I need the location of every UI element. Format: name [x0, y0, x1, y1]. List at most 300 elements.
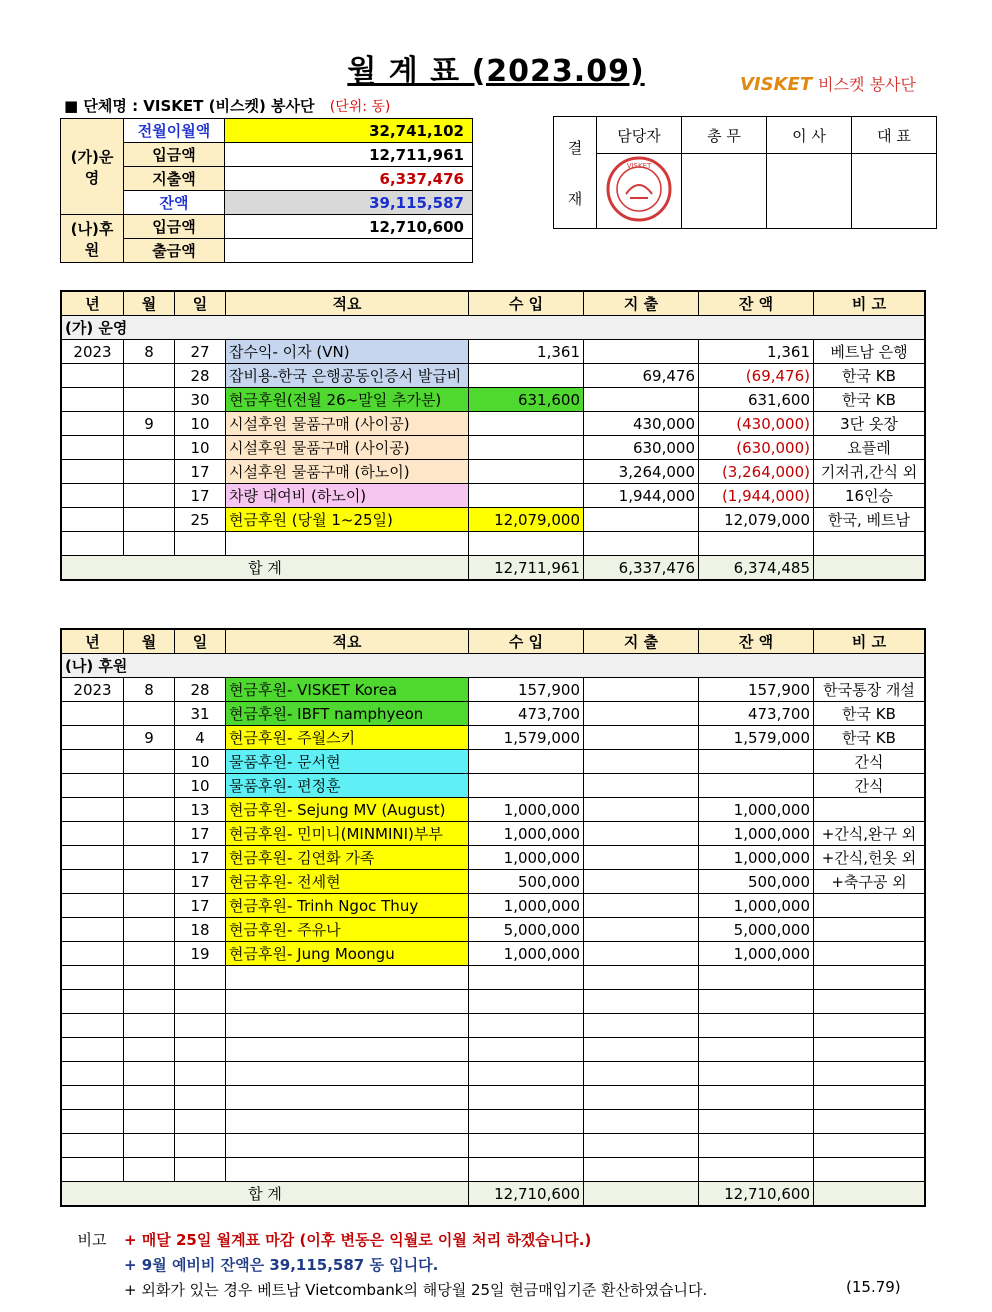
- total-label: 합 계: [61, 556, 469, 581]
- cell-day: 31: [175, 702, 226, 726]
- cell-income: 500,000: [469, 870, 584, 894]
- total-balance: 12,710,600: [699, 1182, 814, 1207]
- cell-year: [61, 798, 124, 822]
- ledger-header-cell: 비 고: [814, 629, 926, 654]
- total-income: 12,710,600: [469, 1182, 584, 1207]
- logo-text: 비스켓 봉사단: [818, 75, 916, 94]
- cell-expense: [584, 1038, 699, 1062]
- cell-month: [124, 1158, 175, 1182]
- cell-income: 1,000,000: [469, 942, 584, 966]
- cell-month: [124, 846, 175, 870]
- cell-description: 물품후원- 문서현: [226, 750, 469, 774]
- cell-year: [61, 774, 124, 798]
- cell-month: 9: [124, 726, 175, 750]
- ledger-header-cell: 일: [175, 291, 226, 316]
- cell-income: [469, 1086, 584, 1110]
- cell-balance: 1,361: [699, 340, 814, 364]
- cell-balance: 157,900: [699, 678, 814, 702]
- cell-expense: [584, 822, 699, 846]
- cell-balance: 1,000,000: [699, 942, 814, 966]
- ledger-row: [61, 846, 925, 870]
- cell-day: 10: [175, 412, 226, 436]
- cell-income: [469, 1038, 584, 1062]
- cell-income: 1,000,000: [469, 846, 584, 870]
- cell-expense: [584, 894, 699, 918]
- ledger-section-row: [61, 654, 925, 678]
- summary-value: 32,741,102: [225, 119, 473, 143]
- ledger-header-row: [61, 629, 925, 654]
- cell-note: [814, 1110, 926, 1134]
- cell-balance: (1,944,000): [699, 484, 814, 508]
- cell-expense: [584, 750, 699, 774]
- cell-income: [469, 436, 584, 460]
- summary-label: 지출액: [124, 167, 225, 191]
- cell-income: 473,700: [469, 702, 584, 726]
- cell-month: [124, 1038, 175, 1062]
- ledger-header-cell: 수 입: [469, 629, 584, 654]
- cell-year: [61, 508, 124, 532]
- cell-year: [61, 364, 124, 388]
- cell-year: 2023: [61, 340, 124, 364]
- cell-day: [175, 1062, 226, 1086]
- cell-note: [814, 1014, 926, 1038]
- cell-day: [175, 1086, 226, 1110]
- ledger-row: [61, 990, 925, 1014]
- summary-label: 출금액: [124, 239, 225, 263]
- cell-note: +간식,완구 외: [814, 822, 926, 846]
- cell-description: 현금후원- Jung Moongu: [226, 942, 469, 966]
- note-line-1: + 매달 25일 월계표 마감 (이후 변동은 익월로 이월 처리 하겠습니다.): [124, 1231, 592, 1249]
- summary-row: [61, 215, 473, 239]
- approval-side-bottom: 재: [567, 189, 583, 208]
- cell-month: [124, 532, 175, 556]
- cell-balance: [699, 750, 814, 774]
- ledger-row: [61, 1038, 925, 1062]
- summary-value: 6,337,476: [225, 167, 473, 191]
- cell-year: [61, 750, 124, 774]
- ledger-row: [61, 484, 925, 508]
- cell-note: +축구공 외: [814, 870, 926, 894]
- cell-day: 28: [175, 678, 226, 702]
- ledger-row: [61, 822, 925, 846]
- cell-month: [124, 1134, 175, 1158]
- cell-day: 27: [175, 340, 226, 364]
- cell-income: [469, 774, 584, 798]
- cell-income: 5,000,000: [469, 918, 584, 942]
- cell-year: [61, 846, 124, 870]
- page-title: 월 계 표 (2023.09): [347, 54, 645, 89]
- cell-note: 한국, 베트남: [814, 508, 926, 532]
- ledger-row: [61, 750, 925, 774]
- cell-expense: [584, 1158, 699, 1182]
- approval-header-0: 담당자: [597, 117, 682, 154]
- cell-year: [61, 822, 124, 846]
- cell-day: 17: [175, 460, 226, 484]
- cell-description: [226, 532, 469, 556]
- approval-header-1: 총 무: [682, 117, 767, 154]
- cell-note: [814, 1062, 926, 1086]
- cell-month: [124, 822, 175, 846]
- cell-year: 2023: [61, 678, 124, 702]
- cell-balance: [699, 1158, 814, 1182]
- total-note: [814, 1182, 926, 1207]
- cell-balance: [699, 1086, 814, 1110]
- cell-income: 1,361: [469, 340, 584, 364]
- cell-expense: [584, 966, 699, 990]
- ledger-header-cell: 월: [124, 291, 175, 316]
- cell-note: [814, 966, 926, 990]
- cell-expense: 69,476: [584, 364, 699, 388]
- cell-month: [124, 894, 175, 918]
- org-line: [64, 95, 390, 116]
- cell-year: [61, 702, 124, 726]
- cell-note: [814, 918, 926, 942]
- ledger-row: [61, 894, 925, 918]
- cell-balance: [699, 966, 814, 990]
- logo-mark: VISKET: [740, 74, 813, 95]
- ledger-operations: [60, 290, 926, 581]
- cell-note: 한국 KB: [814, 388, 926, 412]
- unit-label: (단위: 동): [329, 99, 391, 115]
- cell-expense: 3,264,000: [584, 460, 699, 484]
- cell-note: [814, 1086, 926, 1110]
- notes: [60, 1228, 707, 1303]
- cell-expense: [584, 1110, 699, 1134]
- cell-description: [226, 1038, 469, 1062]
- cell-day: [175, 1134, 226, 1158]
- cell-day: 4: [175, 726, 226, 750]
- ledger-row: [61, 1086, 925, 1110]
- ledger-row: [61, 1062, 925, 1086]
- cell-description: 현금후원- 민미니(MINMINI)부부: [226, 822, 469, 846]
- cell-expense: [584, 678, 699, 702]
- cell-note: [814, 894, 926, 918]
- total-balance: 6,374,485: [699, 556, 814, 581]
- cell-balance: 500,000: [699, 870, 814, 894]
- cell-year: [61, 1158, 124, 1182]
- cell-year: [61, 1014, 124, 1038]
- cell-note: [814, 1038, 926, 1062]
- cell-balance: [699, 774, 814, 798]
- cell-year: [61, 484, 124, 508]
- svg-text:VISKET: VISKET: [626, 162, 652, 170]
- cell-month: [124, 1086, 175, 1110]
- cell-description: [226, 966, 469, 990]
- exchange-rate: (15.79): [846, 1278, 901, 1296]
- cell-description: 현금후원- IBFT namphyeon: [226, 702, 469, 726]
- cell-year: [61, 726, 124, 750]
- cell-balance: [699, 1134, 814, 1158]
- cell-income: [469, 364, 584, 388]
- cell-income: [469, 484, 584, 508]
- approval-sign-2: [767, 154, 852, 229]
- cell-day: 17: [175, 870, 226, 894]
- cell-balance: [699, 1038, 814, 1062]
- cell-note: [814, 1134, 926, 1158]
- ledger-header-cell: 비 고: [814, 291, 926, 316]
- cell-day: [175, 1110, 226, 1134]
- cell-income: [469, 460, 584, 484]
- cell-balance: [699, 990, 814, 1014]
- cell-year: [61, 1062, 124, 1086]
- ledger-row: [61, 388, 925, 412]
- approval-sign-0: [597, 154, 682, 229]
- summary-value: 12,711,961: [225, 143, 473, 167]
- cell-month: [124, 702, 175, 726]
- cell-expense: [584, 532, 699, 556]
- cell-income: [469, 1014, 584, 1038]
- cell-description: 현금후원- 주월스키: [226, 726, 469, 750]
- cell-year: [61, 532, 124, 556]
- ledger-header-cell: 일: [175, 629, 226, 654]
- ledger-row: [61, 942, 925, 966]
- cell-income: [469, 750, 584, 774]
- ledger-row: [61, 966, 925, 990]
- cell-year: [61, 918, 124, 942]
- cell-description: 잡수익- 이자 (VN): [226, 340, 469, 364]
- cell-expense: [584, 1062, 699, 1086]
- cell-income: [469, 1062, 584, 1086]
- cell-description: 현금후원 (당월 1~25일): [226, 508, 469, 532]
- cell-expense: [584, 990, 699, 1014]
- note-line-2: + 9월 예비비 잔액은 39,115,587 동 입니다.: [124, 1256, 439, 1274]
- cell-day: 19: [175, 942, 226, 966]
- org-label: ■ 단체명 : VISKET (비스켓) 봉사단: [64, 97, 315, 115]
- ledger-row: [61, 918, 925, 942]
- cell-day: [175, 1014, 226, 1038]
- summary-label: 전월이월액: [124, 119, 225, 143]
- cell-expense: [584, 388, 699, 412]
- summary-category-ga: (가)운영: [61, 119, 124, 215]
- cell-expense: 430,000: [584, 412, 699, 436]
- ledger-header-row: [61, 291, 925, 316]
- ledger-header-cell: 적요: [226, 629, 469, 654]
- cell-income: [469, 1134, 584, 1158]
- total-expense: [584, 1182, 699, 1207]
- cell-month: [124, 508, 175, 532]
- cell-year: [61, 990, 124, 1014]
- ledger-row: [61, 702, 925, 726]
- cell-note: [814, 798, 926, 822]
- cell-month: 8: [124, 340, 175, 364]
- ledger-row: [61, 774, 925, 798]
- cell-income: 157,900: [469, 678, 584, 702]
- cell-balance: 1,579,000: [699, 726, 814, 750]
- cell-income: 1,000,000: [469, 822, 584, 846]
- cell-note: 16인승: [814, 484, 926, 508]
- cell-year: [61, 436, 124, 460]
- cell-day: [175, 990, 226, 1014]
- cell-expense: [584, 508, 699, 532]
- ledger-row: [61, 532, 925, 556]
- summary-value: 39,115,587: [225, 191, 473, 215]
- cell-note: 요플레: [814, 436, 926, 460]
- approval-header-3: 대 표: [852, 117, 937, 154]
- cell-description: 시설후원 물품구매 (사이공): [226, 412, 469, 436]
- cell-month: [124, 798, 175, 822]
- cell-note: [814, 532, 926, 556]
- cell-balance: 1,000,000: [699, 846, 814, 870]
- ledger-row: [61, 412, 925, 436]
- total-income: 12,711,961: [469, 556, 584, 581]
- logo: [740, 72, 916, 95]
- cell-year: [61, 942, 124, 966]
- cell-expense: [584, 726, 699, 750]
- ledger-header-cell: 월: [124, 629, 175, 654]
- cell-expense: [584, 846, 699, 870]
- ledger-row: [61, 1158, 925, 1182]
- cell-note: 베트남 은행: [814, 340, 926, 364]
- summary-category-na: (나)후원: [61, 215, 124, 263]
- cell-day: 10: [175, 750, 226, 774]
- ledger-header-cell: 잔 액: [699, 629, 814, 654]
- summary-row: [61, 119, 473, 143]
- cell-description: 잡비용-한국 은행공동인증서 발급비: [226, 364, 469, 388]
- total-expense: 6,337,476: [584, 556, 699, 581]
- cell-note: 3단 옷장: [814, 412, 926, 436]
- ledger-header-cell: 년: [61, 291, 124, 316]
- cell-day: 25: [175, 508, 226, 532]
- cell-note: [814, 942, 926, 966]
- cell-description: 시설후원 물품구매 (하노이): [226, 460, 469, 484]
- cell-day: [175, 1038, 226, 1062]
- cell-month: [124, 388, 175, 412]
- ledger-row: [61, 726, 925, 750]
- summary-table: [60, 118, 473, 263]
- cell-balance: [699, 1014, 814, 1038]
- cell-income: [469, 412, 584, 436]
- ledger-section-row: [61, 316, 925, 340]
- cell-month: [124, 1062, 175, 1086]
- cell-note: 한국통장 개설: [814, 678, 926, 702]
- ledger-row: [61, 1014, 925, 1038]
- cell-month: [124, 774, 175, 798]
- cell-expense: [584, 942, 699, 966]
- cell-note: 한국 KB: [814, 364, 926, 388]
- cell-day: 13: [175, 798, 226, 822]
- notes-label: 비고: [77, 1231, 107, 1249]
- ledger-header-cell: 적요: [226, 291, 469, 316]
- cell-description: [226, 1110, 469, 1134]
- cell-income: 1,000,000: [469, 894, 584, 918]
- cell-expense: [584, 702, 699, 726]
- cell-balance: [699, 532, 814, 556]
- cell-day: [175, 1158, 226, 1182]
- cell-year: [61, 1086, 124, 1110]
- cell-expense: [584, 1086, 699, 1110]
- cell-day: 17: [175, 894, 226, 918]
- cell-day: 18: [175, 918, 226, 942]
- ledger-row: [61, 436, 925, 460]
- ledger-total-row: [61, 556, 925, 581]
- cell-day: 10: [175, 774, 226, 798]
- ledger-header-cell: 지 출: [584, 291, 699, 316]
- ledger-row: [61, 798, 925, 822]
- cell-description: 물품후원- 편정훈: [226, 774, 469, 798]
- cell-expense: 1,944,000: [584, 484, 699, 508]
- cell-balance: (3,264,000): [699, 460, 814, 484]
- total-note: [814, 556, 926, 581]
- cell-month: [124, 942, 175, 966]
- cell-income: [469, 990, 584, 1014]
- cell-expense: [584, 774, 699, 798]
- cell-year: [61, 388, 124, 412]
- cell-description: [226, 1158, 469, 1182]
- cell-balance: [699, 1062, 814, 1086]
- cell-month: 8: [124, 678, 175, 702]
- ledger-row: [61, 870, 925, 894]
- cell-description: 현금후원- VISKET Korea: [226, 678, 469, 702]
- cell-year: [61, 460, 124, 484]
- summary-label: 입금액: [124, 143, 225, 167]
- cell-description: 현금후원- Sejung MV (August): [226, 798, 469, 822]
- cell-note: 한국 KB: [814, 702, 926, 726]
- cell-balance: 1,000,000: [699, 894, 814, 918]
- summary-value: 12,710,600: [225, 215, 473, 239]
- cell-balance: (430,000): [699, 412, 814, 436]
- ledger-section-label: (나) 후원: [61, 654, 925, 678]
- cell-income: 1,000,000: [469, 798, 584, 822]
- cell-note: +간식,헌옷 외: [814, 846, 926, 870]
- cell-balance: 12,079,000: [699, 508, 814, 532]
- cell-description: 시설후원 물품구매 (사이공): [226, 436, 469, 460]
- ledger-header-cell: 지 출: [584, 629, 699, 654]
- cell-month: [124, 436, 175, 460]
- cell-day: 17: [175, 484, 226, 508]
- ledger-header-cell: 잔 액: [699, 291, 814, 316]
- cell-month: [124, 966, 175, 990]
- cell-month: 9: [124, 412, 175, 436]
- cell-month: [124, 870, 175, 894]
- ledger-row: [61, 340, 925, 364]
- cell-income: 631,600: [469, 388, 584, 412]
- cell-balance: 473,700: [699, 702, 814, 726]
- summary-label: 잔액: [124, 191, 225, 215]
- cell-expense: [584, 1134, 699, 1158]
- cell-income: 1,579,000: [469, 726, 584, 750]
- cell-month: [124, 484, 175, 508]
- cell-description: [226, 1086, 469, 1110]
- summary-value: [225, 239, 473, 263]
- cell-description: 현금후원- 주유나: [226, 918, 469, 942]
- cell-day: 17: [175, 846, 226, 870]
- cell-balance: 631,600: [699, 388, 814, 412]
- cell-expense: 630,000: [584, 436, 699, 460]
- cell-year: [61, 1134, 124, 1158]
- cell-month: [124, 1110, 175, 1134]
- approval-side-top: 결: [567, 138, 583, 157]
- ledger-row: [61, 364, 925, 388]
- cell-balance: [699, 1110, 814, 1134]
- ledger-row: [61, 460, 925, 484]
- cell-expense: [584, 918, 699, 942]
- cell-note: 기저귀,간식 외: [814, 460, 926, 484]
- cell-year: [61, 1110, 124, 1134]
- cell-balance: (69,476): [699, 364, 814, 388]
- cell-expense: [584, 870, 699, 894]
- total-label: 합 계: [61, 1182, 469, 1207]
- cell-description: [226, 1062, 469, 1086]
- cell-balance: (630,000): [699, 436, 814, 460]
- cell-income: [469, 532, 584, 556]
- ledger-row: [61, 1134, 925, 1158]
- cell-balance: 5,000,000: [699, 918, 814, 942]
- cell-balance: 1,000,000: [699, 798, 814, 822]
- cell-day: [175, 532, 226, 556]
- ledger-sponsorship: [60, 628, 926, 1207]
- cell-income: 12,079,000: [469, 508, 584, 532]
- cell-description: 현금후원- 전세현: [226, 870, 469, 894]
